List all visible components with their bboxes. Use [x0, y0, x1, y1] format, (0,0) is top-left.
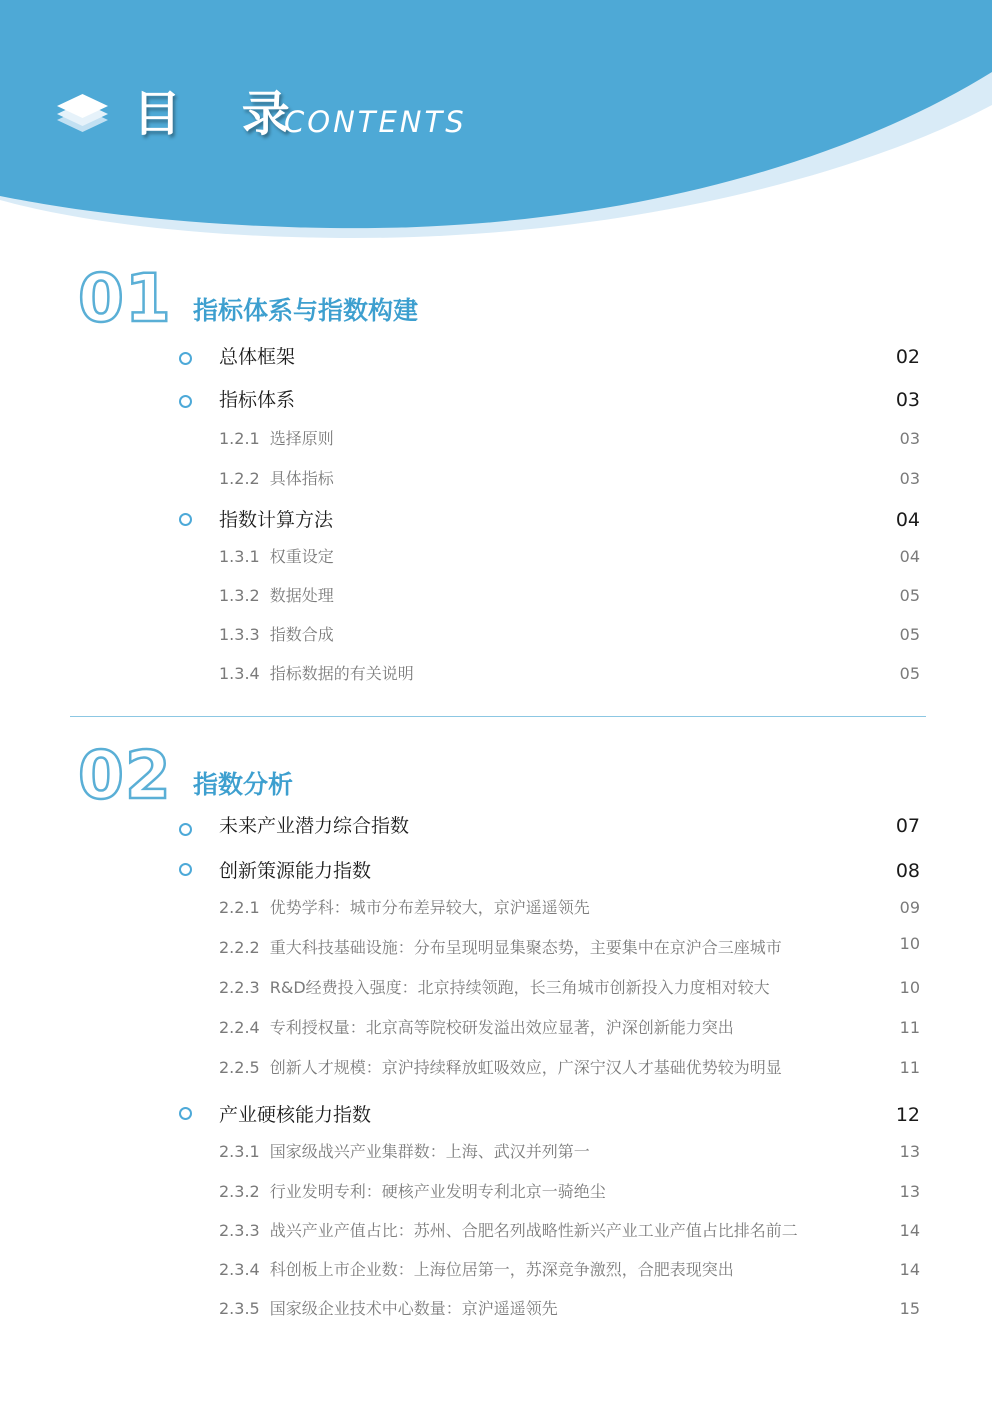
toc-entry-page: 08 [895, 860, 920, 882]
toc-subentry[interactable] [0, 585, 992, 615]
toc-subentry-label: R&D经费投入强度：北京持续领跑，长三角城市创新投入力度相对较大 [269, 978, 770, 997]
toc-subentry-label: 权重设定 [269, 547, 334, 566]
toc-subentry-label: 战兴产业产值占比：苏州、合肥名列战略性新兴产业工业产值占比排名前二 [269, 1221, 798, 1240]
toc-subentry[interactable] [0, 663, 992, 693]
toc-entry[interactable] [0, 507, 992, 537]
toc-subentry[interactable] [0, 546, 992, 576]
toc-entry-page: 07 [895, 815, 920, 837]
toc-subentry-number: 1.2.2 [219, 469, 260, 488]
toc-entry[interactable] [0, 344, 992, 374]
toc-subentry[interactable] [0, 1181, 992, 1211]
circle-bullet-icon [179, 513, 192, 526]
section-divider [70, 716, 926, 717]
toc-subentry-number: 1.3.1 [219, 547, 260, 566]
toc-subentry-number: 2.3.2 [219, 1182, 260, 1201]
toc-subentry-number: 2.3.5 [219, 1299, 260, 1318]
toc-subentry[interactable] [0, 1259, 992, 1289]
toc-subentry-page: 11 [899, 1058, 920, 1077]
toc-entry-page: 12 [895, 1104, 920, 1126]
toc-subentry[interactable] [0, 624, 992, 654]
section-title: 指标体系与指数构建 [193, 296, 419, 325]
toc-subentry-page: 03 [899, 469, 920, 488]
toc-subentry[interactable] [0, 428, 992, 458]
toc-subentry-page: 05 [899, 664, 920, 683]
circle-bullet-icon [179, 395, 192, 408]
toc-subentry[interactable] [0, 1141, 992, 1171]
toc-subentry-number: 2.3.1 [219, 1142, 260, 1161]
toc-subentry[interactable] [0, 1057, 992, 1087]
toc-subentry-number: 2.2.4 [219, 1018, 260, 1037]
toc-subentry-label: 创新人才规模：京沪持续释放虹吸效应，广深宁汉人才基础优势较为明显 [269, 1058, 782, 1077]
toc-subentry[interactable] [0, 977, 992, 1007]
circle-bullet-icon [179, 1107, 192, 1120]
toc-subentry-label: 国家级战兴产业集群数：上海、武汉并列第一 [269, 1142, 590, 1161]
toc-subentry-number: 1.2.1 [219, 429, 260, 448]
toc-subentry-page: 09 [899, 898, 920, 917]
toc-subentry[interactable] [0, 934, 992, 967]
circle-bullet-icon [179, 352, 192, 365]
circle-bullet-icon [179, 823, 192, 836]
toc-subentry-number: 1.3.4 [219, 664, 260, 683]
toc-subentry-page: 14 [899, 1221, 920, 1240]
toc-subentry-label: 数据处理 [269, 586, 334, 605]
section-number: 01 [78, 260, 172, 337]
toc-entry[interactable] [0, 387, 992, 417]
toc-subentry-number: 2.2.3 [219, 978, 260, 997]
toc-subentry[interactable] [0, 1220, 992, 1250]
toc-subentry-label: 专利授权量：北京高等院校研发溢出效应显著，沪深创新能力突出 [269, 1018, 734, 1037]
toc-entry[interactable] [0, 858, 992, 888]
toc-entry-page: 03 [895, 389, 920, 411]
toc-subentry-number: 1.3.2 [219, 586, 260, 605]
toc-subentry[interactable] [0, 468, 992, 498]
toc-subentry-page: 15 [899, 1299, 920, 1318]
toc-subentry-label: 指数合成 [269, 625, 334, 644]
toc-entry-label: 指数计算方法 [219, 509, 334, 531]
toc-entry-label: 创新策源能力指数 [219, 860, 372, 882]
toc-entry-page: 04 [895, 509, 920, 531]
toc-subentry-number: 2.2.5 [219, 1058, 260, 1077]
toc-subentry-label: 国家级企业技术中心数量：京沪遥遥领先 [269, 1299, 558, 1318]
toc-entry-label: 未来产业潜力综合指数 [219, 815, 410, 837]
section-title: 指数分析 [193, 770, 294, 799]
page-title-english: CONTENTS [284, 105, 467, 139]
toc-subentry[interactable] [0, 1298, 992, 1328]
toc-subentry-page: 03 [899, 429, 920, 448]
toc-subentry-number: 2.3.4 [219, 1260, 260, 1279]
toc-entry-label: 指标体系 [219, 389, 296, 411]
toc-entry-label: 总体框架 [219, 346, 296, 368]
toc-subentry-label: 指标数据的有关说明 [269, 664, 414, 683]
toc-entry-label: 产业硬核能力指数 [219, 1104, 372, 1126]
toc-subentry-number: 2.2.2 [219, 938, 260, 957]
toc-subentry-label: 优势学科：城市分布差异较大，京沪遥遥领先 [269, 898, 590, 917]
toc-subentry[interactable] [0, 1017, 992, 1047]
toc-subentry-label: 科创板上市企业数：上海位居第一，苏深竞争激烈，合肥表现突出 [269, 1260, 734, 1279]
toc-subentry-page: 13 [899, 1182, 920, 1201]
circle-bullet-icon [179, 863, 192, 876]
toc-subentry-page: 10 [899, 978, 920, 997]
toc-entry[interactable] [0, 813, 992, 843]
toc-subentry-label: 重大科技基础设施：分布呈现明显集聚态势，主要集中在京沪合三座城市 [269, 938, 782, 957]
toc-subentry-page: 10 [899, 934, 920, 953]
toc-subentry-number: 1.3.3 [219, 625, 260, 644]
toc-subentry[interactable] [0, 897, 992, 927]
header-banner [0, 0, 992, 250]
toc-subentry-page: 05 [899, 625, 920, 644]
page-title: 目 录 [133, 86, 312, 142]
toc-subentry-page: 05 [899, 586, 920, 605]
toc-subentry-page: 04 [899, 547, 920, 566]
section-number: 02 [78, 737, 172, 814]
toc-subentry-label: 具体指标 [269, 469, 334, 488]
toc-subentry-number: 2.3.3 [219, 1221, 260, 1240]
toc-subentry-number: 2.2.1 [219, 898, 260, 917]
toc-subentry-page: 13 [899, 1142, 920, 1161]
toc-subentry-label: 行业发明专利：硬核产业发明专利北京一骑绝尘 [269, 1182, 606, 1201]
layers-icon [55, 92, 110, 136]
toc-entry-page: 02 [895, 346, 920, 368]
toc-subentry-page: 14 [899, 1260, 920, 1279]
toc-subentry-label: 选择原则 [269, 429, 334, 448]
toc-subentry-page: 11 [899, 1018, 920, 1037]
toc-entry[interactable] [0, 1102, 992, 1132]
